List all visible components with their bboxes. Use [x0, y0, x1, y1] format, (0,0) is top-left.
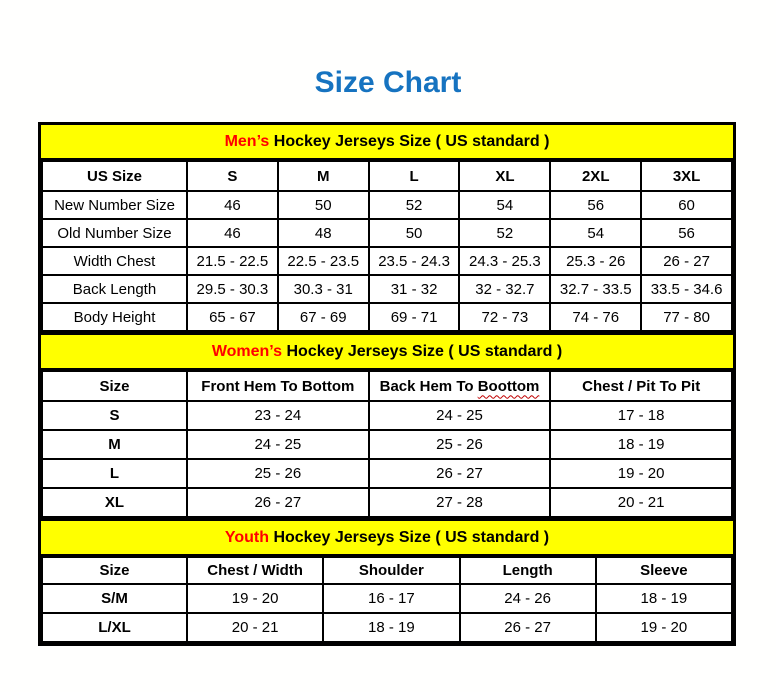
value-cell: 17 - 18	[550, 401, 732, 430]
value-cell: 18 - 19	[596, 584, 732, 613]
column-header: Size	[42, 557, 187, 584]
value-cell: 52	[459, 219, 550, 247]
value-cell: 18 - 19	[323, 613, 459, 642]
row-label-cell: Back Length	[42, 275, 187, 303]
table-row	[42, 191, 732, 219]
table-row	[42, 430, 732, 459]
value-cell: 22.5 - 23.5	[278, 247, 369, 275]
mens-title-text: Hockey Jerseys Size ( US standard )	[269, 133, 550, 150]
womens-table	[41, 370, 733, 518]
value-cell: 46	[187, 219, 278, 247]
value-cell: 19 - 20	[596, 613, 732, 642]
table-row	[42, 275, 732, 303]
mens-table	[41, 160, 733, 332]
column-header: Sleeve	[596, 557, 732, 584]
header-row	[42, 161, 732, 191]
womens-table-title	[41, 335, 733, 370]
value-cell: 67 - 69	[278, 303, 369, 331]
column-header: 2XL	[550, 161, 641, 191]
value-cell: 46	[187, 191, 278, 219]
value-cell: 32.7 - 33.5	[550, 275, 641, 303]
value-cell: 19 - 20	[187, 584, 323, 613]
header-row	[42, 557, 732, 584]
value-cell: 27 - 28	[369, 488, 551, 517]
value-cell: 19 - 20	[550, 459, 732, 488]
table-row	[42, 303, 732, 331]
row-label-cell: L	[42, 459, 187, 488]
youth-table	[41, 556, 733, 643]
column-header: Back Hem To Boottom	[369, 371, 551, 401]
youth-title-text: Hockey Jerseys Size ( US standard )	[269, 529, 550, 546]
value-cell: 23.5 - 24.3	[369, 247, 460, 275]
value-cell: 24 - 25	[187, 430, 369, 459]
womens-size-table	[38, 332, 736, 521]
row-label-cell: S/M	[42, 584, 187, 613]
value-cell: 24 - 25	[369, 401, 551, 430]
value-cell: 50	[278, 191, 369, 219]
value-cell: 20 - 21	[550, 488, 732, 517]
value-cell: 77 - 80	[641, 303, 732, 331]
table-row	[42, 459, 732, 488]
value-cell: 60	[641, 191, 732, 219]
column-header: Shoulder	[323, 557, 459, 584]
row-label-cell: L/XL	[42, 613, 187, 642]
value-cell: 50	[369, 219, 460, 247]
value-cell: 69 - 71	[369, 303, 460, 331]
value-cell: 26 - 27	[187, 488, 369, 517]
value-cell: 56	[641, 219, 732, 247]
value-cell: 30.3 - 31	[278, 275, 369, 303]
value-cell: 32 - 32.7	[459, 275, 550, 303]
table-row	[42, 219, 732, 247]
value-cell: 16 - 17	[323, 584, 459, 613]
value-cell: 25.3 - 26	[550, 247, 641, 275]
row-label-cell: M	[42, 430, 187, 459]
column-header: US Size	[42, 161, 187, 191]
value-cell: 26 - 27	[369, 459, 551, 488]
column-header: S	[187, 161, 278, 191]
row-label-cell: New Number Size	[42, 191, 187, 219]
value-cell: 33.5 - 34.6	[641, 275, 732, 303]
value-cell: 31 - 32	[369, 275, 460, 303]
table-row	[42, 247, 732, 275]
value-cell: 65 - 67	[187, 303, 278, 331]
value-cell: 24 - 26	[460, 584, 596, 613]
table-row	[42, 488, 732, 517]
value-cell: 54	[550, 219, 641, 247]
womens-title-accent: Women’s	[211, 343, 283, 360]
value-cell: 54	[459, 191, 550, 219]
youth-title-accent: Youth	[224, 529, 269, 546]
row-label-cell: Body Height	[42, 303, 187, 331]
column-header: Length	[460, 557, 596, 584]
youth-table-title	[41, 521, 733, 556]
column-header: XL	[459, 161, 550, 191]
column-header: Chest / Pit To Pit	[550, 371, 732, 401]
column-header: Size	[42, 371, 187, 401]
value-cell: 20 - 21	[187, 613, 323, 642]
value-cell: 48	[278, 219, 369, 247]
mens-size-table	[38, 122, 736, 335]
table-row	[42, 401, 732, 430]
value-cell: 56	[550, 191, 641, 219]
column-header: Front Hem To Bottom	[187, 371, 369, 401]
mens-table-title	[41, 125, 733, 160]
value-cell: 74 - 76	[550, 303, 641, 331]
page-title: Size Chart	[314, 66, 462, 99]
column-header: Chest / Width	[187, 557, 323, 584]
value-cell: 52	[369, 191, 460, 219]
mens-title-accent: Men’s	[224, 133, 270, 150]
table-row	[42, 584, 732, 613]
value-cell: 23 - 24	[187, 401, 369, 430]
misspelled-word: Boottom	[477, 377, 540, 395]
youth-size-table	[38, 518, 736, 646]
column-header: 3XL	[641, 161, 732, 191]
value-cell: 24.3 - 25.3	[459, 247, 550, 275]
value-cell: 72 - 73	[459, 303, 550, 331]
row-label-cell: Width Chest	[42, 247, 187, 275]
row-label-cell: XL	[42, 488, 187, 517]
value-cell: 18 - 19	[550, 430, 732, 459]
table-row	[42, 613, 732, 642]
row-label-cell: Old Number Size	[42, 219, 187, 247]
value-cell: 26 - 27	[460, 613, 596, 642]
tables-wrap	[38, 122, 736, 646]
value-cell: 25 - 26	[369, 430, 551, 459]
column-header: L	[369, 161, 460, 191]
value-cell: 21.5 - 22.5	[187, 247, 278, 275]
row-label-cell: S	[42, 401, 187, 430]
value-cell: 29.5 - 30.3	[187, 275, 278, 303]
value-cell: 25 - 26	[187, 459, 369, 488]
column-header: M	[278, 161, 369, 191]
value-cell: 26 - 27	[641, 247, 732, 275]
womens-title-text: Hockey Jerseys Size ( US standard )	[282, 343, 563, 360]
header-row	[42, 371, 732, 401]
